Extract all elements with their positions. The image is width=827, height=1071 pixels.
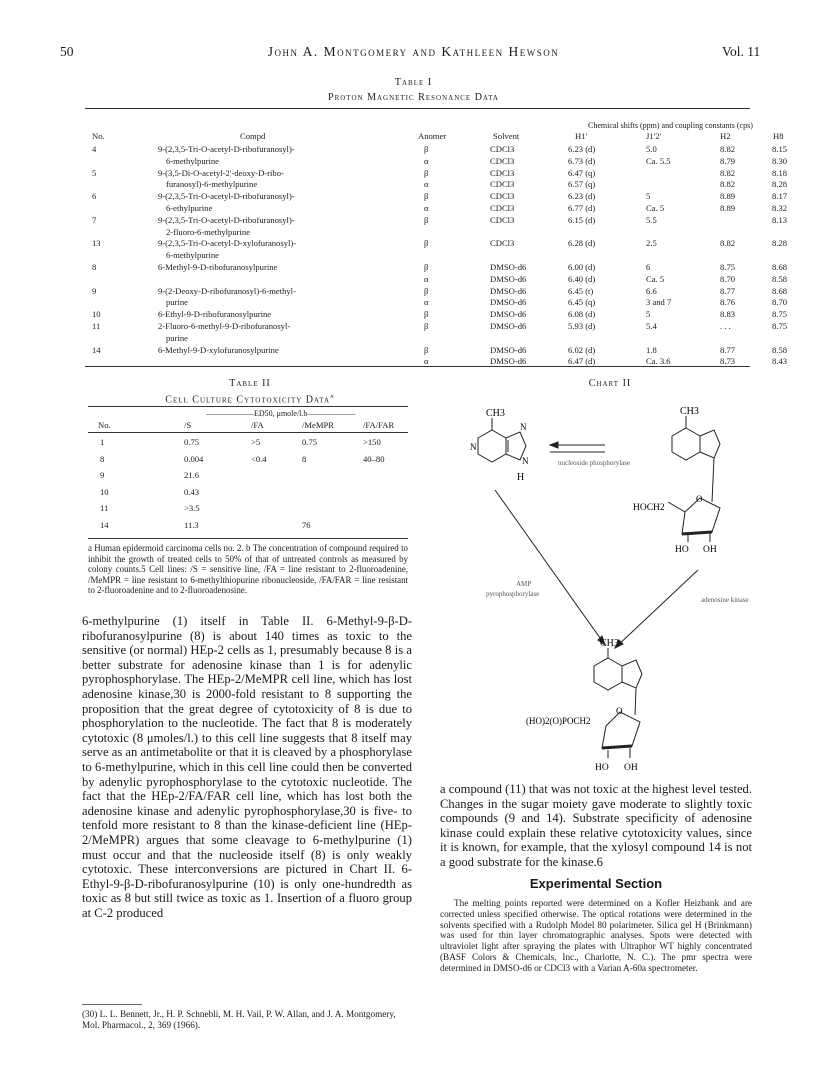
table1-cell-solvent: DMSO-d6 — [490, 321, 527, 331]
table1-cell-anomer: β — [424, 285, 429, 296]
table1-cell-anomer: α — [424, 155, 429, 166]
table2-span-header: ——————ED50, μmole/l.b—————— — [206, 409, 356, 418]
phosphorylase-arrows — [550, 442, 605, 452]
table1-cell-h1: 6.02 (d) — [568, 344, 596, 355]
ring-o-label-2: O — [616, 706, 623, 716]
table1-cell-anomer: α — [424, 273, 429, 284]
table1-cell-j: 6.6 — [646, 285, 657, 296]
table1-cell-h1: 6.77 (d) — [568, 203, 596, 213]
n-label-base-2: N — [520, 422, 527, 432]
table1-cell-h1: 5.93 (d) — [568, 321, 596, 331]
table1-cell-j: 5 — [646, 191, 651, 202]
table1-cell-h8: 8.43 — [772, 356, 788, 367]
conversion-arrows — [495, 490, 698, 648]
table1-cell-j: Ca. 3.6 — [646, 356, 671, 367]
table1-cell-no: 11 — [92, 321, 101, 331]
table2-footnote: a Human epidermoid carcinoma cells no. 2. b The concentration of compound required to inhibit the growth of treated cells to 50% of that of untreated controls as measured by colony counts.5 Cell lines: /S = sensitive line, /FA = line resistant to 2-fluoroadenine, /MeMPR = line resistant to 6-methylthiopurine ribonucleoside, /FA/FAR = line resistant to 2-fluoroadenine and to 2-fluoroadenosine. — [88, 543, 408, 596]
ho-label-nucleotide: HO — [595, 763, 609, 773]
table1-cell-h8: 8.17 — [772, 191, 788, 202]
table2-cell-no: 11 — [100, 503, 109, 513]
chart2-title: Chart II — [588, 378, 632, 389]
ch3-label-nucleotide: CH3 — [600, 638, 619, 649]
table1-cell-h1: 6.40 (d) — [568, 273, 596, 284]
table2-cell-no: 8 — [100, 453, 105, 464]
table2-subtitle-text: Cell Culture Cytotoxicity Data — [165, 394, 331, 406]
table1-cell-compd: furanosyl)-6-methylpurine — [166, 179, 258, 190]
table1-col-h1: H1' — [575, 131, 588, 141]
table1-cell-h1: 6.15 (d) — [568, 214, 596, 225]
table2-cell-no: 9 — [100, 470, 105, 480]
table1-cell-j: 6 — [646, 262, 651, 272]
nucleoside-structure — [668, 416, 720, 542]
table1-cell-solvent: CDCl3 — [490, 167, 515, 178]
phosphate-label: (HO)2(O)POCH2 — [526, 716, 591, 726]
table2-title-mark: a — [330, 392, 335, 400]
table1-cell-h2: 8.89 — [720, 203, 736, 213]
table1-cell-j: Ca. 5 — [646, 203, 665, 213]
table1-cell-h1: 6.45 (q) — [568, 297, 596, 308]
table1-cell-h2: 8.82 — [720, 179, 736, 190]
volume-label: Vol. 11 — [722, 44, 761, 59]
table1-cell-h8: 8.68 — [772, 262, 788, 272]
table1-row — [92, 214, 798, 226]
table2-cell: 21.6 — [184, 470, 200, 480]
table1-cell-compd: 6-Methyl-9-D-ribofuranosylpurine — [158, 262, 278, 272]
table1-cell-j: 5 — [646, 309, 651, 320]
table1-cell-compd: 9-(3,5-Di-O-acetyl-2'-deoxy-D-ribo- — [158, 167, 284, 178]
table1-cell-compd: purine — [166, 332, 188, 343]
table1-row — [98, 227, 798, 238]
table1-cell-solvent: CDCl3 — [490, 179, 515, 190]
table2-cell-no: 14 — [100, 519, 109, 530]
table1-cell-compd: 2-fluoro-6-methylpurine — [166, 226, 251, 237]
table1-cell-h8: 8.18 — [772, 167, 788, 178]
table1-cell-compd: purine — [166, 297, 188, 308]
table1-cell-h2: 8.75 — [720, 262, 736, 272]
table1-row — [92, 321, 798, 332]
table1-cell-solvent: DMSO-d6 — [490, 273, 527, 284]
table1-cell-h8: 8.32 — [772, 203, 788, 213]
table1-cell-solvent: CDCl3 — [490, 144, 515, 154]
table1-row — [92, 262, 798, 273]
table1-cell-anomer: β — [424, 167, 429, 178]
table1-col-compd: Compd — [240, 131, 266, 141]
table1-col-chem-group: Chemical shifts (ppm) and coupling constants (cps) — [588, 121, 753, 130]
table1-cell-h1: 6.00 (d) — [568, 262, 596, 272]
table1-row — [98, 274, 798, 285]
table1-cell-compd: 6-methylpurine — [166, 250, 219, 261]
table1-cell-h2: 8.82 — [720, 167, 736, 178]
table1-cell-h1: 6.47 (d) — [568, 356, 596, 367]
table2-cell: >5 — [251, 437, 261, 447]
ring-o-label: O — [696, 494, 703, 504]
table1-cell-h8: 8.13 — [772, 214, 788, 225]
table1-cell-h8: 8.58 — [772, 344, 788, 355]
table1-cell-h2: 8.73 — [720, 356, 736, 367]
table1-cell-h2: 8.70 — [720, 273, 736, 284]
table1-cell-no: 4 — [92, 144, 97, 154]
nucleotide-structure — [594, 648, 642, 758]
page-number: 50 — [60, 44, 74, 59]
table2-subtitle — [140, 392, 360, 405]
table1-cell-j: 1.8 — [646, 344, 657, 355]
table1-cell-h1: 6.28 (d) — [568, 238, 596, 249]
table1-cell-h2: . . . — [720, 321, 731, 331]
table1-cell-h1: 6.23 (d) — [568, 191, 596, 202]
table1-col-h8: H8 — [773, 131, 784, 141]
table1-cell-h2: 8.82 — [720, 238, 736, 249]
table1-cell-no: 13 — [92, 238, 101, 249]
table1-row — [98, 250, 798, 261]
table2-header-rule — [88, 432, 408, 433]
table1-cell-anomer: β — [424, 344, 429, 355]
ch3-label-base: CH3 — [486, 408, 505, 419]
n-label-base-1: N — [470, 442, 477, 452]
table1-cell-anomer: β — [424, 214, 429, 225]
table1-cell-h1: 6.08 (d) — [568, 309, 596, 320]
table1-cell-h2: 8.89 — [720, 191, 736, 202]
table1-cell-h2: 8.83 — [720, 309, 736, 320]
table1-cell-h1: 6.23 (d) — [568, 144, 596, 154]
table1-col-h2: H2 — [720, 131, 731, 141]
table1-cell-no: 9 — [92, 285, 97, 296]
table1-row — [98, 333, 798, 344]
table1-cell-h8: 8.75 — [772, 321, 788, 331]
table1-cell-h2: 8.76 — [720, 297, 736, 308]
table2-bottom-rule — [88, 538, 408, 539]
table1-cell-h2: 8.79 — [720, 155, 736, 166]
table2-cell: 40–80 — [363, 453, 385, 464]
table1-cell-h8: 8.30 — [772, 155, 788, 166]
table1-col-solvent: Solvent — [493, 131, 520, 141]
table1-row — [98, 156, 798, 167]
table1-row — [92, 144, 798, 155]
table2-col-mempr: /MeMPR — [302, 420, 334, 430]
table2-cell: >3.5 — [184, 503, 200, 513]
table1-row — [92, 309, 798, 320]
table1-cell-anomer: β — [424, 144, 429, 154]
table1-cell-anomer: α — [424, 356, 429, 367]
table1-row — [92, 167, 798, 179]
table1-cell-no: 7 — [92, 214, 97, 225]
experimental-body: The melting points reported were determined on a Kofler Heizbank and are corrected unless specified otherwise. The optical rotations were determined in the solvents specified with a Rudolph Model 80 polarimeter. Silica gel H (Brinkmann) was used for thin layer chromatographic analyses. Spots were detected with ultraviolet light after spraying the plates with Ultraphor WT highly concentrated (BASF Colors & Chemicals, Inc., Charlotte, N. C.). The pmr spectra were determined in DMSO-d6 or CDCl3 with a Varian A-60a spectrometer. — [440, 898, 752, 973]
table1-cell-anomer: α — [424, 179, 429, 190]
table1-cell-h1: 6.47 (q) — [568, 167, 596, 178]
table1-cell-compd: 6-methylpurine — [166, 155, 219, 166]
table1-row — [92, 191, 798, 202]
table1-cell-j: Ca. 5.5 — [646, 155, 671, 166]
table2 — [88, 407, 408, 537]
table1-cell-h8: 8.68 — [772, 285, 788, 296]
table1-row — [98, 179, 798, 190]
table1-col-anomer: Anomer — [418, 131, 447, 141]
table1-cell-h2: 8.77 — [720, 344, 736, 355]
chart2-scheme — [430, 390, 750, 780]
table2-cell: 0.75 — [184, 437, 200, 447]
oh-label-nucleoside: OH — [703, 545, 717, 555]
table1-cell-h2: 8.82 — [720, 144, 736, 154]
table2-cell: 0.43 — [184, 486, 200, 497]
table1-cell-solvent: DMSO-d6 — [490, 285, 527, 296]
table1-cell-anomer: β — [424, 262, 429, 272]
table2-col-fafar: /FA/FAR — [363, 420, 395, 430]
table1-cell-h8: 8.58 — [772, 273, 788, 284]
table1-cell-anomer: α — [424, 203, 429, 213]
footnote-divider — [82, 1004, 142, 1005]
table1-cell-anomer: α — [424, 297, 429, 308]
amp-label: AMP — [516, 580, 532, 588]
ch3-label-nucleoside: CH3 — [680, 406, 699, 417]
table2-col-no: No. — [98, 420, 111, 430]
table1-cell-j: 5.0 — [646, 144, 657, 154]
table1-cell-compd: 9-(2,3,5-Tri-O-acetyl-D-ribofuranosyl)- — [158, 191, 295, 202]
table1-cell-solvent: DMSO-d6 — [490, 297, 527, 308]
table1-subtitle: Proton Magnetic Resonance Data — [328, 92, 499, 103]
purine-base-structure — [478, 418, 526, 462]
table2-cell: 0.004 — [184, 453, 204, 464]
table1-row — [92, 344, 798, 356]
h-label-base: H — [517, 472, 525, 483]
running-title: John A. Montgomery and Kathleen Hewson — [267, 44, 560, 59]
table1-cell-h8: 8.75 — [772, 309, 788, 320]
table1-row — [92, 238, 798, 249]
table1-cell-no: 14 — [92, 344, 101, 355]
amp-pyrophosphorylase-label: pyrophosphorylase — [486, 590, 540, 598]
table1-cell-anomer: β — [424, 238, 429, 249]
table1-cell-compd: 6-Ethyl-9-D-ribofuranosylpurine — [158, 309, 272, 320]
table1-cell-no: 10 — [92, 309, 101, 320]
table1-cell-compd: 9-(2,3,5-Tri-O-acetyl-D-xylofuranosyl)- — [158, 238, 297, 249]
table1-cell-j: Ca. 5 — [646, 273, 665, 284]
table1-cell-compd: 6-Methyl-9-D-xylofuranosylpurine — [158, 344, 279, 355]
table1-cell-h2: 8.77 — [720, 285, 736, 296]
table2-cell: 0.75 — [302, 437, 318, 447]
table1-cell-h8: 8.28 — [772, 179, 788, 190]
table1-cell-no: 8 — [92, 262, 97, 272]
right-body-text: a compound (11) that was not toxic at the highest level tested. Changes in the sugar moiety gave moderate to slightly toxic compounds (9 and 14). Substrate specificity of adenosine kinase could explain these relative cytotoxicity values, since it is known, for example, that the xylosyl compound 14 is not a good substrate for the kinase.6 — [440, 782, 752, 869]
table1-cell-h8: 8.28 — [772, 238, 788, 249]
table2-cell-no: 1 — [100, 437, 105, 447]
table2-cell: 76 — [302, 519, 311, 530]
table2-span-header-text: ED50, μmole/l.b — [254, 409, 308, 418]
hoch2-label: HOCH2 — [633, 503, 665, 513]
table2-cell-no: 10 — [100, 486, 109, 497]
adenosine-kinase-label: adenosine kinase — [701, 596, 749, 604]
n-label-base-3: N — [522, 456, 529, 466]
table1-cell-h1: 6.57 (q) — [568, 179, 596, 190]
table1-cell-solvent: CDCl3 — [490, 238, 515, 249]
table1-cell-anomer: β — [424, 191, 429, 202]
table1-cell-j: 5.5 — [646, 214, 657, 225]
oh-label-nucleotide: OH — [624, 763, 638, 773]
table2-cell: 8 — [302, 453, 307, 464]
table1-cell-no: 5 — [92, 167, 97, 178]
table1-cell-compd: 9-(2,3,5-Tri-O-acetyl-D-ribofuranosyl)- — [158, 214, 295, 225]
table2-title: Table II — [229, 378, 271, 389]
ho-label-nucleoside: HO — [675, 545, 689, 555]
table1-cell-solvent: CDCl3 — [490, 155, 515, 166]
table1-cell-anomer: β — [424, 321, 429, 331]
table1-col-j: J1'2' — [646, 131, 662, 141]
table1-bottom-rule — [85, 366, 750, 367]
table1-row — [98, 297, 798, 308]
table1-cell-solvent: CDCl3 — [490, 191, 515, 202]
table2-col-s: /S — [184, 420, 192, 430]
table1-cell-compd: 6-ethylpurine — [166, 203, 213, 213]
table1-row — [92, 285, 798, 297]
table1-cell-solvent: DMSO-d6 — [490, 356, 527, 367]
table1-cell-compd: 9-(2,3,5-Tri-O-acetyl-D-ribofuranosyl)- — [158, 144, 295, 154]
table1-cell-solvent: DMSO-d6 — [490, 344, 527, 355]
nucleoside-phosphorylase-label: nucleoside phosphorylase — [558, 459, 631, 467]
table2-col-fa: /FA — [251, 420, 264, 430]
experimental-heading: Experimental Section — [529, 876, 663, 891]
table2-cell: 11.3 — [184, 519, 199, 530]
table1-cell-j: 3 and 7 — [646, 297, 672, 308]
table1-cell-solvent: CDCl3 — [490, 214, 515, 225]
table2-cell: <0.4 — [251, 453, 267, 464]
table1-col-no: No. — [92, 131, 105, 141]
table1-title: Table I — [394, 77, 433, 88]
table1-cell-anomer: β — [424, 309, 429, 320]
table1-cell-no: 6 — [92, 191, 97, 202]
table1-cell-h8: 8.15 — [772, 144, 788, 154]
left-body-text: 6-methylpurine (1) itself in Table II. 6-Methyl-9-β-D-ribofuranosylpurine (8) is about 140 times as toxic to the sensitive (or normal) HEp-2 cells as 1, presumably because 8 is a better substrate for adenosine kinase than 1 is for adenylic pyrophosphorylase. The HEp-2/MeMPR cell line, which has lost adenosine kinase,30 is 2000-fold resistant to 8 supporting the proposition that the great degree of cytotoxicity of 8 is due to phosphorylation to the nucleotide. The fact that 8 is moderately cytotoxic (8 μmoles/l.) to this cell line suggests that 8 itself may serve as an antimetabolite or that it is cleaved by a phosphorylase to 6-methylpurine, which in this cell line could then be converted by adenylic pyrophosphorylase to the cytotoxic nucleotide. The fact that the HEp-2/FA/FAR cell line, which has lost both the adenosine kinase and adenylic pyrophosphorylase,30 is five- to tenfold more resistant to 8 than the kinase-deficient line (HEp-2/MeMPR) argues that some cleavage to 6-methylpurine (1) must occur and that the nucleoside itself (8) is only weakly cytotoxic. These interconversions are pictured in Chart II. 6-Ethyl-9-β-D-ribofuranosylpurine (10) is only one-hundredth as toxic as 8 but still twice as toxic as 1. Insertion of a fluoro group at C-2 produced — [82, 614, 412, 920]
table1-cell-solvent: CDCl3 — [490, 203, 515, 213]
table1-cell-solvent: DMSO-d6 — [490, 262, 527, 272]
table1-cell-h1: 6.45 (t) — [568, 285, 594, 296]
table1-cell-h8: 8.70 — [772, 297, 788, 308]
table1-row — [98, 203, 798, 214]
table1-cell-h1: 6.73 (d) — [568, 155, 596, 166]
table1-cell-j: 2.5 — [646, 238, 657, 249]
reference-30: (30) L. L. Bennett, Jr., H. P. Schnebli, M. H. Vail, P. W. Allan, and J. A. Montgomery, Mol. Pharmacol., 2, 369 (1966). — [82, 1009, 396, 1030]
table2-cell: >150 — [363, 437, 381, 447]
table1-cell-compd: 2-Fluoro-6-methyl-9-D-ribofuranosyl- — [158, 321, 291, 331]
table1-cell-compd: 9-(2-Deoxy-D-ribofuranosyl)-6-methyl- — [158, 285, 296, 296]
table1-cell-j: 5.4 — [646, 321, 657, 331]
table1-cell-solvent: DMSO-d6 — [490, 309, 527, 320]
table1-top-rule — [85, 108, 750, 109]
